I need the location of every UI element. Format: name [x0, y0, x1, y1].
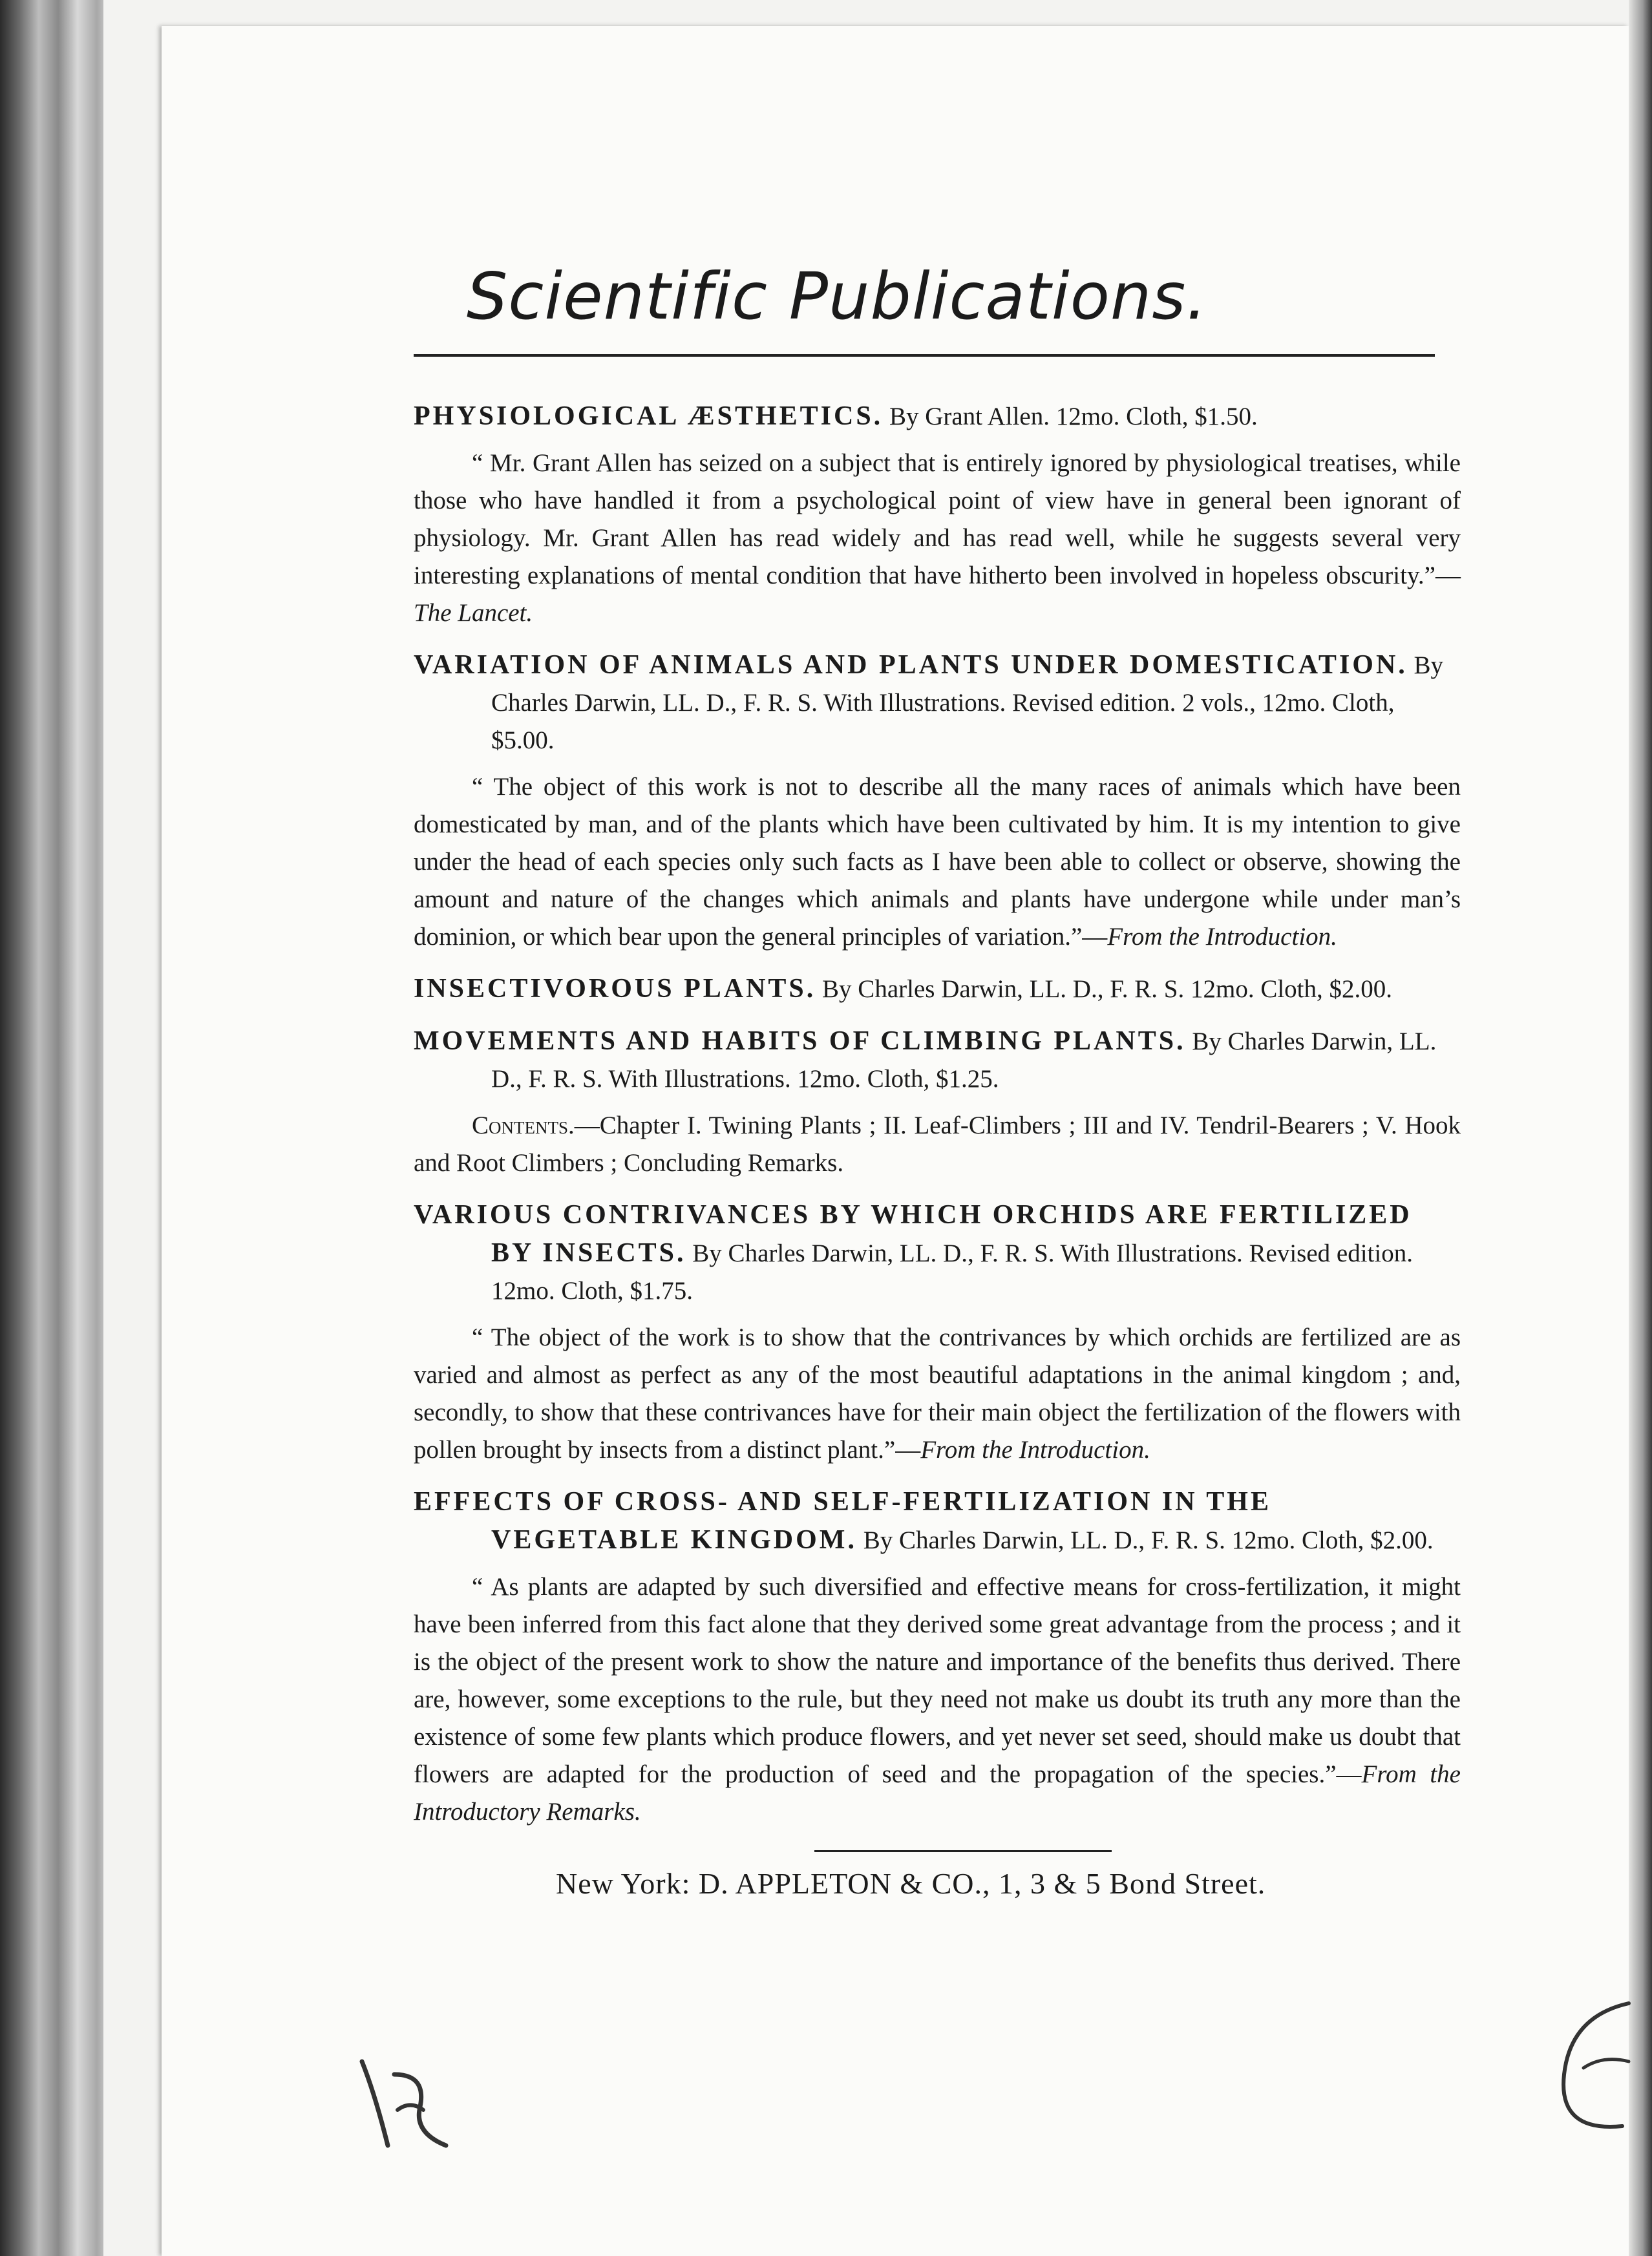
entry-title: EFFECTS OF CROSS- AND SELF-FERTILIZATION IN THE VEGETABLE KINGDOM.: [414, 1487, 1271, 1555]
page-title: Scientific Publications.: [466, 258, 1208, 334]
entry-details: By Charles Darwin, LL. D., F. R. S. With Illustrations. 12mo. Cloth, $1.25.: [491, 1028, 1437, 1093]
entry-heading: [414, 970, 1461, 1008]
entry-contents: [414, 1107, 1461, 1182]
right-page-edge: [1629, 0, 1652, 2256]
imprint-rule: [814, 1850, 1112, 1852]
publisher-imprint: New York: D. APPLETON & CO., 1, 3 & 5 Bond Street.: [556, 1867, 1266, 1900]
handwritten-mark: [1545, 1990, 1648, 2145]
entry-insectivorous-plants: [414, 970, 1461, 1008]
entry-details: By Charles Darwin, LL. D., F. R. S. 12mo. Cloth, $2.00.: [822, 975, 1393, 1003]
entry-title: INSECTIVOROUS PLANTS.: [414, 974, 816, 1004]
entry-variation-of-animals: [414, 646, 1461, 956]
entry-heading: [414, 1022, 1461, 1098]
entry-climbing-plants: [414, 1022, 1461, 1182]
entry-quote: [414, 1568, 1461, 1831]
entry-heading: [414, 1483, 1461, 1559]
contents-text: —Chapter I. Twining Plants ; II. Leaf-Climbers ; III and IV. Tendril-Bearers ; V. Hook and Root Climbers ; Concluding Remarks.: [414, 1112, 1461, 1177]
quote-source: The Lancet.: [414, 599, 533, 627]
contents-label: Contents.: [472, 1112, 575, 1139]
entry-details: By Charles Darwin, LL. D., F. R. S. 12mo. Cloth, $2.00.: [863, 1526, 1434, 1554]
handwritten-mark: [349, 2049, 459, 2158]
entry-quote: [414, 445, 1461, 632]
quote-text: “ Mr. Grant Allen has seized on a subject that is entirely ignored by physiological treatises, while those who have handled it from a psychological point of view have in general been ignorant of physiology. Mr. Grant Allen has read widely and has read well, while he suggests several very interesting explanations of mental condition that have hitherto been involved in hopeless obscurity.”—: [414, 449, 1461, 589]
quote-text: “ The object of this work is not to describe all the many races of animals which have been domesticated by man, and of the plants which have been cultivated by him. It is my intention to give under the head of each species only such facts as I have been able to collect or observe, showing the amount and nature of the changes which animals and plants have undergone while under man’s dominion, or which bear upon the general principles of variation.”—: [414, 773, 1461, 951]
quote-text: “ As plants are adapted by such diversified and effective means for cross-fertilization, it might have been inferred from this fact alone that they derived some great advantage from the process ; and it is the object of the present work to show the nature and importance of the benefits thus derived. There are, however, some exceptions to the rule, but they need not make us doubt its truth any more than the existence of some few plants which produce flowers, and yet never set seed, should make us doubt that flowers are adapted for the production of seed and the propagation of the species.”—: [414, 1573, 1461, 1788]
entry-heading: [414, 397, 1461, 436]
entry-title: VARIATION OF ANIMALS AND PLANTS UNDER DOMESTICATION.: [414, 650, 1408, 680]
entry-title: PHYSIOLOGICAL ÆSTHETICS.: [414, 401, 884, 431]
entry-details: By Charles Darwin, LL. D., F. R. S. With Illustrations. Revised edition. 12mo. Cloth, $1.75.: [491, 1239, 1413, 1305]
entry-title: MOVEMENTS AND HABITS OF CLIMBING PLANTS.: [414, 1026, 1186, 1056]
entry-orchids: [414, 1196, 1461, 1469]
publication-list: [414, 397, 1461, 1903]
quote-source: From the Introduction.: [1107, 923, 1337, 951]
quote-source: From the Introduction.: [920, 1436, 1150, 1464]
entry-details: By Grant Allen. 12mo. Cloth, $1.50.: [889, 403, 1258, 430]
entry-quote: [414, 1319, 1461, 1469]
entry-title: VARIOUS CONTRIVANCES BY WHICH ORCHIDS ARE FERTILIZED BY INSECTS.: [414, 1200, 1412, 1268]
entry-quote: [414, 768, 1461, 956]
quote-source: From the Introductory Remarks.: [414, 1760, 1461, 1826]
entry-physiological-aesthetics: [414, 397, 1461, 632]
entry-heading: [414, 646, 1461, 759]
entry-details: By Charles Darwin, LL. D., F. R. S. With Illustrations. Revised edition. 2 vols., 12mo. Cloth, $5.00.: [491, 651, 1444, 754]
title-rule: [414, 354, 1435, 357]
entry-heading: [414, 1196, 1461, 1310]
quote-text: “ The object of the work is to show that the contrivances by which orchids are fertilized are as varied and almost as perfect as any of the most beautiful adaptations in the animal kingdom ; and, secondly, to show that these contrivances have for their main object the fertilization of the flowers with pollen brought by insects from a distinct plant.”—: [414, 1323, 1461, 1464]
entry-cross-fertilization: [414, 1483, 1461, 1831]
